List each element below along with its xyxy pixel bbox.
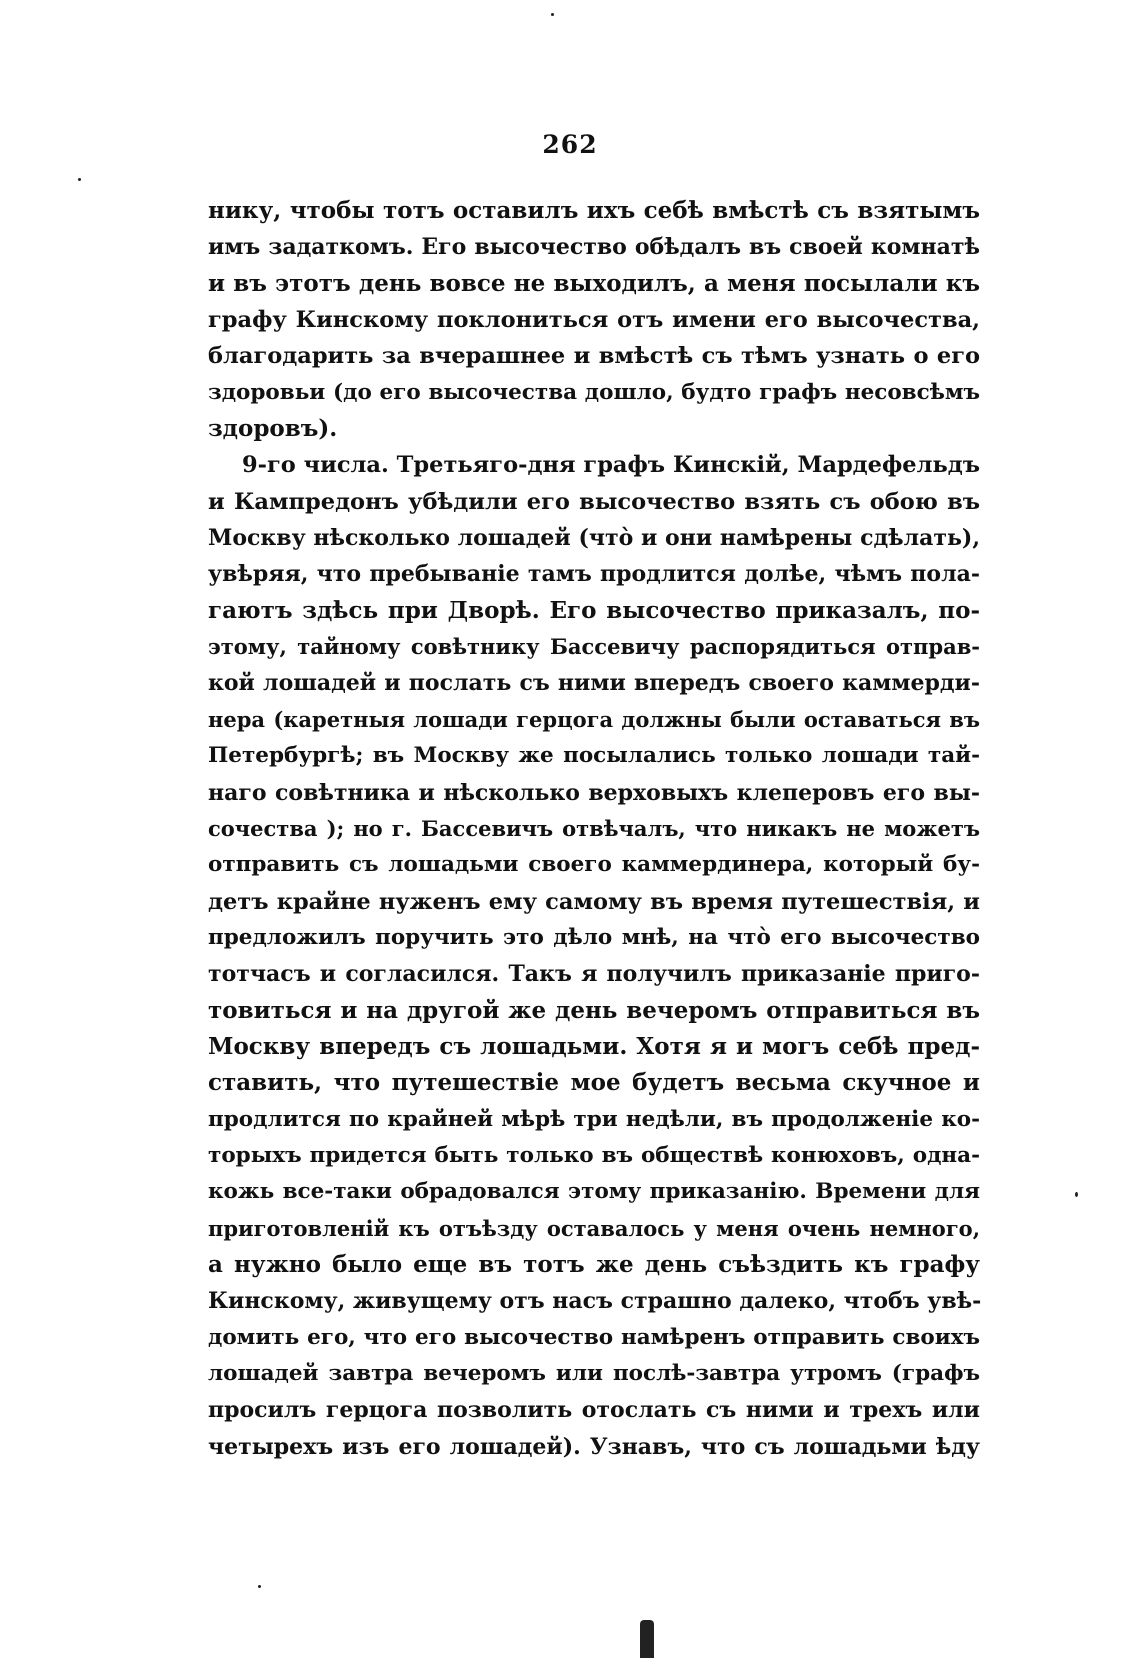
text-line: Москву впередъ съ лошадьми. Хотя я и могъ себѣ пред-	[208, 1032, 980, 1060]
text-line: увѣряя, что пребываніе тамъ продлится долѣе, чѣмъ пола-	[208, 561, 980, 588]
text-line: нику, чтобы тотъ оставилъ ихъ себѣ вмѣстѣ съ взятымъ	[208, 197, 980, 224]
text-line: здоровьи (до его высочества дошло, будто графъ несовсѣмъ	[208, 379, 980, 405]
text-line: детъ крайне нуженъ ему самому въ время путешествія, и	[208, 888, 980, 915]
text-line: Москву нѣсколько лошадей (что̀ и они намѣрены сдѣлать),	[208, 525, 980, 552]
text-line: лошадей завтра вечеромъ или послѣ-завтра утромъ (графъ	[208, 1361, 980, 1386]
text-line: нера (каретныя лошади герцога должны были оставаться въ	[208, 706, 980, 732]
text-line: товиться и на другой же день вечеромъ отправиться въ	[208, 996, 980, 1024]
text-line: наго совѣтника и нѣсколько верховыхъ клеперовъ его вы-	[208, 779, 980, 806]
page-number: 262	[542, 130, 598, 159]
text-line: Кинскому, живущему отъ насъ страшно далеко, чтобъ увѣ-	[208, 1288, 982, 1315]
print-speck	[1075, 1192, 1078, 1197]
text-line: Петербургѣ; въ Москву же посылались только лошади тай-	[208, 743, 980, 769]
text-line: четырехъ изъ его лошадей). Узнавъ, что съ лошадьми ѣду	[208, 1433, 980, 1460]
text-line: отправить съ лошадьми своего каммердинера, который бу-	[208, 852, 980, 878]
text-line: а нужно было еще въ тотъ же день съѣздить къ графу	[208, 1250, 980, 1278]
text-line: кой лошадей и послать съ ними впередъ своего каммерди-	[208, 670, 980, 697]
text-line: просилъ герцога позволить отослать съ ними и трехъ или	[208, 1397, 980, 1424]
text-line: предложилъ поручить это дѣло мнѣ, на что̀ его высочество	[208, 924, 980, 950]
text-line: благодарить за вчерашнее и вмѣстѣ съ тѣмъ узнать о его	[208, 343, 980, 370]
text-line: кожь все-таки обрадовался этому приказанію. Времени для	[208, 1179, 980, 1205]
paragraph-first-line: 9-го числа. Третьяго-дня графъ Кинскій, Мардефельдъ	[242, 452, 980, 479]
text-line: графу Кинскому поклониться отъ имени его высочества,	[208, 307, 980, 334]
print-speck	[258, 1585, 261, 1588]
text-line: ставить, что путешествіе мое будетъ весьма скучное и	[208, 1069, 980, 1097]
text-line: имъ задаткомъ. Его высочество обѣдалъ въ своей комнатѣ	[208, 234, 980, 261]
print-blot	[640, 1620, 654, 1658]
text-line: приготовленій къ отъѣзду оставалось у меня очень немного,	[208, 1215, 980, 1241]
text-line: этому, тайному совѣтнику Бассевичу распорядиться отправ-	[208, 634, 980, 660]
text-line: продлится по крайней мѣрѣ три недѣли, въ продолженіе ко-	[208, 1106, 980, 1132]
text-line: сочества ); но г. Бассевичъ отвѣчалъ, что никакъ не можетъ	[208, 815, 980, 841]
text-line: тотчасъ и согласился. Такъ я получилъ приказаніе приго-	[208, 961, 980, 988]
print-speck	[551, 13, 554, 16]
text-line: здоровъ).	[208, 415, 338, 443]
body-text	[208, 193, 980, 1465]
text-line: гаютъ здѣсь при Дворѣ. Его высочество приказалъ, по-	[208, 596, 980, 624]
text-line: и въ этотъ день вовсе не выходилъ, а меня посылали къ	[208, 269, 980, 297]
text-line: и Кампредонъ убѣдили его высочество взять съ обою въ	[208, 488, 980, 515]
print-speck	[78, 178, 81, 181]
text-line: торыхъ придется быть только въ обществѣ конюховъ, одна-	[208, 1142, 980, 1168]
text-line: домить его, что его высочество намѣренъ отправить своихъ	[208, 1324, 980, 1350]
